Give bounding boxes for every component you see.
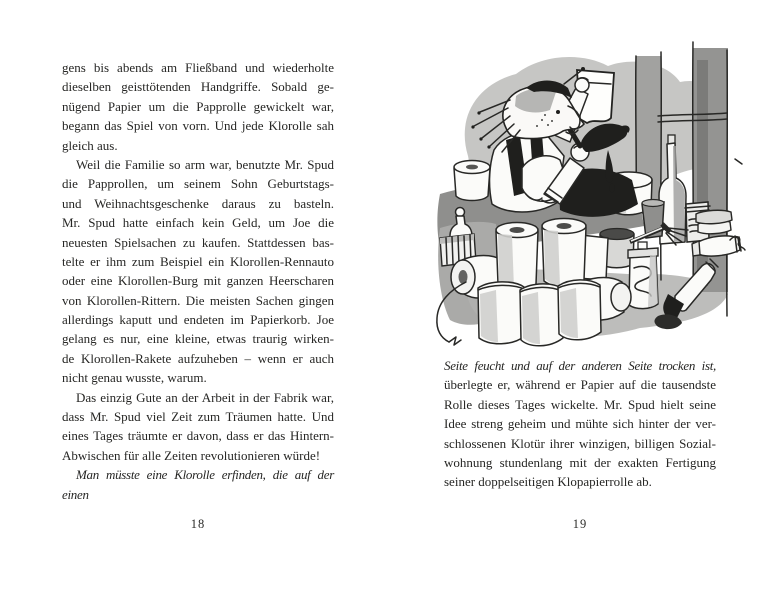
- text-line: Mr. Spud hatte einfach kein Geld, um Joe die: [62, 215, 334, 231]
- toilet-roll: [558, 280, 601, 340]
- text-line: dass Mr. Spud viel Zeit zum Träumen hatte. Und: [62, 409, 334, 425]
- toilet-roll: [478, 282, 525, 344]
- text-line: seiner doppelseitigen Klopapierrolle ab.: [444, 474, 652, 490]
- text-line: und Weihnachtsgeschenke daraus zu basteln.: [62, 195, 334, 211]
- text-line: schlossenen Klotür ihrer winzigen, billigen Sozial-: [444, 435, 716, 451]
- page-right-text: [444, 356, 716, 492]
- text-line: von Klorollen-Rittern. Die meisten Sachen gingen: [62, 292, 334, 308]
- toilet-roll: [520, 284, 563, 346]
- text-line: Weil die Familie so arm war, benutzte Mr. Spud: [76, 156, 334, 172]
- text-line: Abwischen für alle Zeiten revolutionieren würde!: [62, 447, 321, 463]
- text-line: gelang es nur, eine kleine, etwas traurig wirken-: [62, 331, 334, 347]
- swirl-jar: [628, 242, 658, 309]
- text-line: Rolle dieses Tages wickelte. Mr. Spud hielt seine: [444, 396, 716, 412]
- toilet-roll: [542, 219, 586, 287]
- page-number-right: 19: [572, 517, 588, 531]
- text-line: nicht genau wusste, warum.: [62, 370, 207, 386]
- eye: [556, 110, 560, 114]
- text-line: begann das Spiel von vorn. Und jede Klorolle sah: [62, 118, 334, 134]
- text-line: oder eine Klorollen-Burg mit ganzen Heerscharen: [62, 273, 334, 289]
- text-line: neuesten Spielsachen zu kaufen. Stattdessen bas-: [62, 234, 334, 250]
- toilet-roll: [496, 223, 538, 291]
- text-line: Das einzig Gute an der Arbeit in der Fabrik war,: [76, 389, 334, 405]
- text-line: telte er ihm zum Beispiel ein Klorollen-Rennauto: [62, 253, 334, 269]
- text-line: Man müsste eine Klorolle erfinden, die auf der einen: [62, 467, 334, 502]
- text-line: dieselben geisttötenden Handgriffe. Sobald ge-: [62, 79, 334, 95]
- toilet-roll: [454, 161, 490, 201]
- stacked-dishes: [696, 210, 732, 233]
- text-line: Idee streng geheim und mühte sich hinter der ver-: [444, 416, 716, 432]
- text-line: gens bis abends am Fließband und wiederholte: [62, 60, 334, 75]
- text-line: nügend Papier um die Papprolle gewickelt war,: [62, 98, 334, 114]
- text-line: eines Tages träumte er davon, dass er das Hintern-: [62, 428, 334, 444]
- page-left-text: [62, 58, 334, 502]
- text-line: de Klorollen-Rakete aufzuheben – wenn er auch: [62, 350, 334, 366]
- illustration-mr-spud: [430, 28, 776, 352]
- text-line: die Papprollen, um seinem Sohn Geburtstags-: [62, 176, 334, 192]
- text-line: Seite feucht und auf der anderen Seite trocken ist,: [444, 358, 716, 373]
- illustration-svg: [430, 28, 776, 352]
- text-line: gleich aus.: [62, 137, 118, 153]
- text-line: überlegte er, während er Papier auf die tausendste: [444, 377, 716, 393]
- text-line: wohnung stundenlang mit der exakten Fertigung: [444, 454, 716, 470]
- text-line: allerdings kaputt und endeten im Papierkorb. Joe: [62, 312, 334, 328]
- page-number-left: 18: [190, 517, 206, 531]
